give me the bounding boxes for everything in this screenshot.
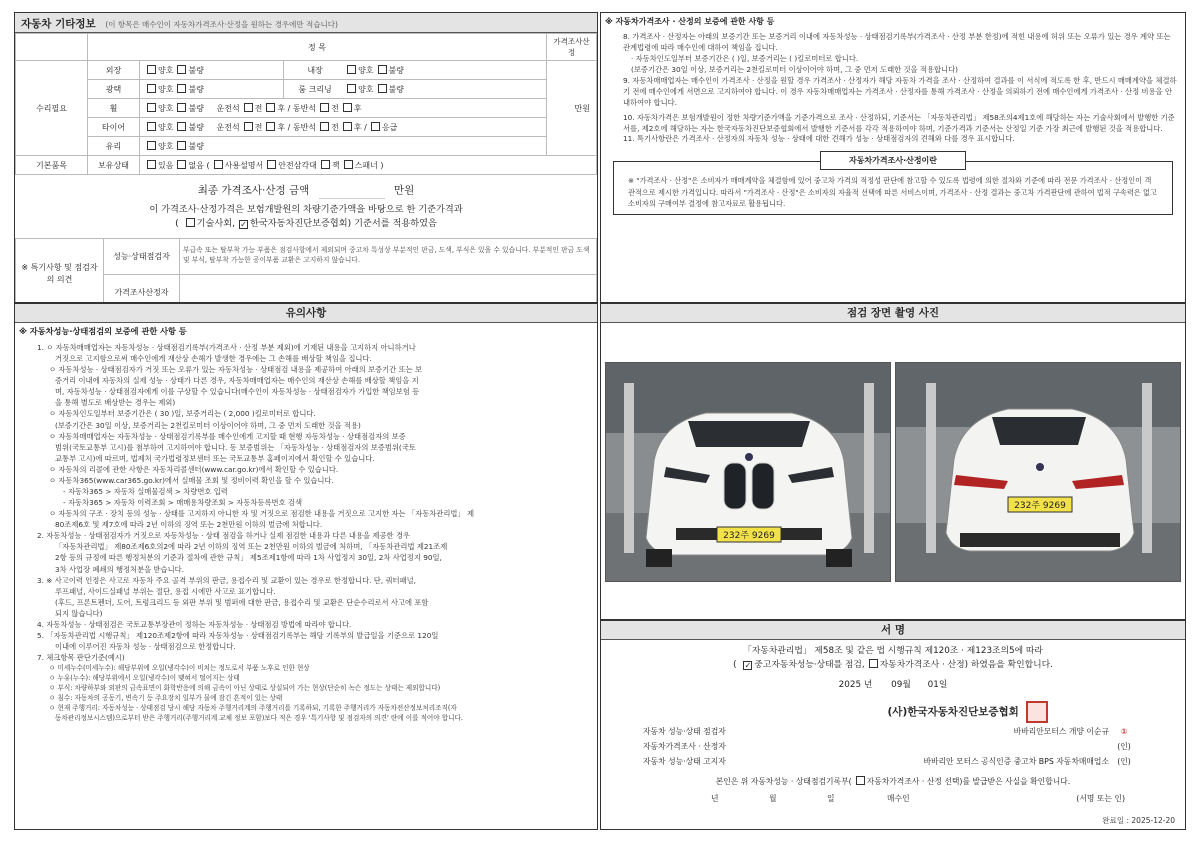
sign-statement: 「자동차관리법」 제58조 및 같은 법 시행규칙 제120조 · 제123조의5에 따라 ( ✓ 중고자동차성능·상태를 점검, 자동차가격조사 · 산정) 하였음을 확인합니다. (733, 646, 1053, 671)
definition-text: ※ "가격조사 · 산정"은 소비자가 매매계약을 체결함에 있어 중고차 가격의 적정성 판단에 참고할 수 있도록 법령에 의한 절차와 기준에 따라 전문 가격조사 · 산정인이 객관적으로 제시한 가격입니다. 따라서 "가격조사 · 산정"은 소비자의 자율적 선택에 따른 서비스이며, 가격조사 · 산정 결과는 중고차 가격판단에 관하여 법적 구속력은 없고 소비자의 구매여부 결정에 참고자료로 활용됩니다. (613, 161, 1173, 214)
checkbox[interactable] (378, 84, 387, 93)
info-table: 정 목 가격조사산정 수리필요 외장 양호 불량 내장 양호 불량 만원 광택 양호 불량 룸 크리닝 양호 불량 휠 양호 불량 운전석 전 후 / 동반석 전 후 타이어 양호 불량 운전석 전 후 / 동반석 전 후 / 응급 유리 양호 불량 기본품목 보유상태 있음 없음 ( 사용설명서 안전삼각대 잭 스패너 ) (15, 33, 597, 175)
special-label: ※ 특기사항 및 점검자의 의견 (16, 238, 104, 303)
sign-row: 자동차 성능·상태 점검자 바바리안모터스 개양 이순규 ① (643, 724, 1139, 739)
notes-line: 5. 「자동차관리법 시행규칙」 제120조제2항에 따라 자동차성능 · 상태점검기록부는 해당 기록부의 발급일을 기준으로 120일 (37, 631, 439, 641)
sign-seal: (인) (1117, 757, 1131, 766)
checkbox-checked[interactable]: ✓ (744, 661, 752, 671)
rear-plate: 232주 9269 (1014, 501, 1066, 511)
notes-line: ㅇ 누유(누수): 해당부위에서 오일(냉각수)이 맺혀서 떨어지는 상태 (49, 674, 240, 683)
notes-line: 7. 체크항목 판단기준(예시) (37, 653, 125, 663)
notes-line: (보증기간은 30일 이상, 보증거리는 2천킬로미터 이상이어야 하며, 그 중 먼저 도래한 것을 적용) (55, 420, 361, 430)
notes-line: 거짓으로 고지함으로써 매수인에게 재산상 손해가 발생한 경우에는 그 손해를 배상할 책임을 집니다. (55, 354, 372, 364)
notes-line: ㅇ 자동차의 리콜에 관한 사항은 자동차리콜센터(www.car.go.kr)에서 확인할 수 있습니다. (49, 464, 339, 474)
final-price-row: 최종 가격조사·산정 금액 만원 (15, 175, 597, 203)
checkbox[interactable] (147, 103, 156, 112)
checkbox[interactable] (856, 776, 865, 785)
warranty-top-list: 8. 가격조사 · 산정자는 아래의 보증기간 또는 보증거리 이내에 자동차성능 · 상태점검기록부(가격조사 · 산정 부분 한정)에 적힌 내용에 허위 또는 오류가 있는 경우 계약 또는 관계법령에 따라 매수인에 대하여 책임을 집니다. · 자동차인도일부터 보증기간은 ( )일, 보증거리는 ( )킬로미터로 합니다. (보증기간은 30일 이상, 보증거리는 2천킬로미터 이상이어야 하며, 그 중 먼저 도래한 것을 적용합니다) 9. 자동차매매업자는 매수인이 가격조사 · 산정을 원할 경우 가격조사 · 산정자가 해당 자동차 가격을 조사 · 산정하여 결과를 이 서식에 적도록 한 후, 반드시 매매계약을 체결하기 전에 매수인에게 서면으로 고지하여야 합니다. 이 경우 자동차매매업자는 가격조사 · 산정자를 통해 가격조사 · 산정을 의뢰하기 전에 매수인에게 가격조사 · 산정 비용을 안내하여야 합니다. 10. 자동차가격은 보험개발원이 정한 차량기준가액을 기준가격으로 조사 · 산정하되, 기준서는 「자동차관리법」 제58조의4제1호에 해당하는 자는 기술사회에서 발행한 기준서를, 제2호에 해당하는 자는 한국자동차진단보증협회에서 발행한 기준서를 각각 적용하여야 하며, 기준가격과 기준서는 산정일 기준 가장 최근에 발행된 것을 적용합니다. 11. 특기사항란은 가격조사 · 산정자의 자동차 성능 · 상태에 대한 견해가 성능 · 상태점검자의 견해와 다를 경우 표시합니다. (623, 32, 1177, 144)
info-title-bar (15, 13, 597, 33)
sign-rows (643, 724, 1139, 769)
front-plate: 232주 9269 (723, 531, 775, 541)
definition-title: 자동차가격조사·산정이란 (820, 151, 966, 170)
checkbox[interactable] (347, 84, 356, 93)
checkbox[interactable] (186, 218, 195, 227)
price-definition-box (613, 151, 1173, 214)
car-rear-image (896, 363, 1181, 582)
unit-won: 만원 (547, 61, 597, 156)
price-warranty-panel (600, 12, 1186, 303)
buyer-row: 년 월 일 매수인 (서명 또는 인) (711, 794, 1125, 803)
notes-line: 을 통해 별도로 배상받는 경우는 제외) (55, 398, 176, 408)
checkbox[interactable] (869, 659, 878, 668)
checkbox[interactable] (244, 122, 253, 131)
notes-line: ㅇ 미세누수(미세누수): 해당부위에 오일(냉각수)이 비치는 정도로서 부품 노후로 인한 현상 (49, 664, 310, 673)
checkbox[interactable] (177, 122, 186, 131)
rear-photo (895, 362, 1181, 582)
sign-row: 자동차 성능·상태 고지자 바바리안 모터스 공식인증 중고차 BPS 자동차매매업소 (인) (643, 754, 1139, 769)
checkbox[interactable] (147, 160, 156, 169)
sign-seal: (인) (1117, 742, 1131, 751)
notes-line: 2항 등의 규정에 따른 행정처분의 기준과 절차에 관한 규칙」 제5조제1항에 따라 1차 사업정지 30일, 2차 사업정지 90일, (55, 553, 442, 563)
notes-line: 3. ※ 사고이력 인정은 사고로 자동차 주요 골격 부위의 판금, 용접수리 및 교환이 있는 경우로 한정합니다. 단, 쿼터패널, (37, 575, 416, 585)
checkbox-checked[interactable]: ✓ (240, 220, 247, 230)
signature-panel (600, 620, 1186, 830)
checkbox[interactable] (214, 160, 223, 169)
notes-line: ㅇ 자동차의 구조 · 장치 등의 성능 · 상태를 고지하지 아니한 자 및 거짓으로 점검한 내용을 거짓으로 고지한 자는 「자동차관리법」 제 (49, 509, 475, 519)
notes-line: 동차관리정보시스템)으로부터 받은 주행거리(주행거리계 교체 정보 포함)보다 적은 경우 '특기사항 및 점검자의 의견' 란에 이를 적어야 합니다. (55, 714, 463, 723)
checkbox[interactable] (244, 103, 253, 112)
notes-line: 범위(국토교통부 고시)를 첨부하여 고지하여야 합니다. 동 보증범위는 「자동차성능 · 상태점검자의 보증범위(국토 (55, 442, 416, 452)
checkbox[interactable] (343, 122, 352, 131)
checkbox[interactable] (147, 122, 156, 131)
checkbox[interactable] (344, 160, 353, 169)
notes-line: 며, 자동차성능 · 상태점검자에게 이를 구상할 수 있습니다(매수인이 자동차성능 · 상태점검자가 가입한 책임보험 등 (55, 387, 420, 397)
sign-seal: ① (1120, 727, 1128, 736)
notes-line: - 자동차365 > 자동차 실매물검색 > 차량번호 입력 (63, 487, 228, 497)
warranty-top-title: ※ 자동차가격조사 · 산정의 보증에 관한 사항 등 (605, 17, 775, 26)
sign-row: 자동차가격조사 · 산정자 (인) (643, 739, 1139, 754)
notes-header: 유의사항 (15, 304, 597, 323)
perf-opinion: 부급속 또는 탈부착 가능 부품은 점검사항에서 제외되며 중고차 특성상 부분적인 판금, 도색, 부식은 있을 수 있습니다. 부분적인 판금 도색 및 부식, 탈부착 가능한 공이부품 교환은 고지하지 않습니다. (180, 238, 597, 274)
special-table: ※ 특기사항 및 점검자의 의견 성능·상태점검자 부급속 또는 탈부착 가능 부품은 점검사항에서 제외되며 중고차 특성상 부분적인 판금, 도색, 부식은 있을 수 있습니다. 부분적인 판금 도색 및 부식, 탈부착 가능한 공이부품 교환은 고지하지 않습니다. 가격조사산정자 (15, 238, 597, 304)
info-note: (이 항목은 매수인이 자동차가격조사·산정을 원하는 경우에만 적습니다) (105, 20, 338, 29)
notes-line: (후드, 프론트펜더, 도어, 트렁크리드 등 외판 부위 및 범퍼에 대한 판금, 용접수리 및 교환은 단순수리로서 사고에 포함 (55, 597, 429, 607)
repair-label: 수리필요 (16, 61, 88, 156)
checkbox[interactable] (343, 103, 352, 112)
checkbox[interactable] (266, 122, 275, 131)
basis-text: 이 가격조사·산정가격은 보험개발원의 차량기준가액을 바탕으로 한 기준가격과 ( 기술사회, ✓ 한국자동차진단보증협회) 기준서를 적용하였음 (149, 204, 463, 230)
checkbox[interactable] (266, 103, 275, 112)
checkbox[interactable] (147, 141, 156, 150)
car-front-image (606, 363, 891, 582)
notes-line: ㅇ 자동차인도일부터 보증기간은 ( 30 )일, 보증거리는 ( 2,000 )킬로미터로 합니다. (49, 409, 316, 419)
checkbox[interactable] (177, 141, 186, 150)
photo-panel (600, 303, 1186, 620)
checkbox[interactable] (177, 103, 186, 112)
notes-line: 4. 자동차성능 · 상태점검은 국토교통부장관이 정하는 자동차성능 · 상태점검 방법에 따라야 합니다. (37, 619, 352, 629)
org-seal-icon (1026, 701, 1048, 723)
issue-date: 완료일 : 2025-12-20 (1102, 816, 1175, 825)
notes-line: 3차 사업장 폐쇄의 행정처분을 받습니다. (55, 564, 185, 574)
checkbox[interactable] (371, 122, 380, 131)
notes-panel (14, 303, 598, 830)
checkbox[interactable] (177, 160, 186, 169)
notes-list (15, 340, 597, 723)
checkbox[interactable] (147, 65, 156, 74)
checkbox[interactable] (177, 84, 186, 93)
front-photo (605, 362, 891, 582)
sign-org: (사)한국자동차진단보증협회 (601, 701, 1185, 723)
checkbox[interactable] (378, 65, 387, 74)
checkbox[interactable] (320, 103, 329, 112)
col-price: 가격조사산정 (547, 34, 597, 61)
info-title: 자동차 기타정보 (21, 18, 96, 30)
final-price-input[interactable] (319, 182, 385, 199)
vehicle-info-panel (14, 12, 598, 303)
checkbox[interactable] (267, 160, 276, 169)
notes-line: 증거리 이내에 자동차의 실제 성능 · 상태가 다른 경우, 자동차매매업자는 매수인의 재산상 손해를 배상할 책임을 지 (55, 376, 419, 386)
sign-date: 2025 년 09월 01일 (838, 680, 948, 691)
checkbox[interactable] (320, 122, 329, 131)
basic-label: 기본품목 (16, 156, 88, 175)
sign-header: 서 명 (601, 621, 1185, 640)
notes-line: 되지 않습니다) (55, 608, 103, 618)
col-jeongmok: 정 목 (88, 34, 547, 61)
notes-line: ㅇ 자동차매매업자는 자동차성능 · 상태점검기록부를 매수인에게 고지할 때 현행 자동차성능 · 상태점검자의 보증 (49, 431, 406, 441)
notes-line: ㅇ 자동차성능 · 상태점검자가 거짓 또는 오류가 있는 자동차성능 · 상태점검 내용을 제공하여 아래의 보증기간 또는 보 (49, 365, 423, 375)
notes-line: ㅇ 침수: 자동차의 공동기, 변속기 등 주요장치 일부가 물에 잠긴 흔적이 있는 상태 (49, 694, 283, 703)
notes-line: - 자동차365 > 자동차 이력조회 > 매매용차량조회 > 자동차등록번호 검색 (63, 498, 303, 508)
notes-line: 루프패널, 사이드실패널 부위는 절단, 용접 시에만 사고로 표기합니다. (55, 586, 276, 596)
notes-line: 2. 자동차성능 · 상태점검자가 거짓으로 자동차성능 · 상태 점검을 하거나 실제 점검한 내용과 다른 내용을 제공한 경우 (37, 531, 410, 541)
checkbox[interactable] (321, 160, 330, 169)
notes-line: 1. ㅇ 자동차매매업자는 자동차성능 · 상태점검기록부(가격조사 · 산정 부분 제외)에 기재된 내용을 고지하지 아니하거나 (37, 343, 416, 352)
notes-line: ㅇ 현재 주행거리: 자동차성능 · 상태점검 당시 해당 자동차 주행거리계의 주행거리를 기록하되, 기록한 주행거리가 자동차전산정보처리조직(자 (49, 704, 457, 713)
checkbox[interactable] (177, 65, 186, 74)
notes-line: ㅇ 부식: 차량하부와 외판의 금속표면이 화학반응에 의해 금속이 아닌 상태로 상실되어 가는 현상(단순히 녹슨 정도는 상태는 제외합니다) (49, 684, 441, 693)
notes-line: 「자동차관리법」 제80조제6호의2에 따라 2년 이하의 징역 또는 2천만원 이하의 벌금에 처하며, 「자동차관리법 제21조제 (55, 542, 448, 552)
notes-line: 교통부 고시)에 따르며, 법제처 국가법령정보센터 또는 국토교통부 홈페이지에서 확인할 수 있습니다. (55, 453, 375, 463)
notes-line: 80조제6호 및 제7호에 따라 2년 이하의 징역 또는 2천만원 이하의 벌금에 처합니다. (55, 520, 323, 530)
checkbox[interactable] (147, 84, 156, 93)
notes-line: ㅇ 자동차365(www.car365.go.kr)에서 실매물 조회 및 정비이력 확인을 할 수 있습니다. (49, 475, 334, 485)
notes-line: 이내에 이루어진 자동차 성능 · 상태점검으로 한정합니다. (55, 642, 236, 652)
confirm-line: 본인은 위 자동차성능 · 상태점검기록부( 자동차가격조사 · 산정 선택)를 발급받은 사실을 확인합니다. (715, 777, 1071, 786)
notes-title: ※ 자동차성능·상태점검의 보증에 관한 사항 등 (19, 326, 187, 336)
photo-header: 점검 장면 촬영 사진 (601, 304, 1185, 323)
checkbox[interactable] (347, 65, 356, 74)
